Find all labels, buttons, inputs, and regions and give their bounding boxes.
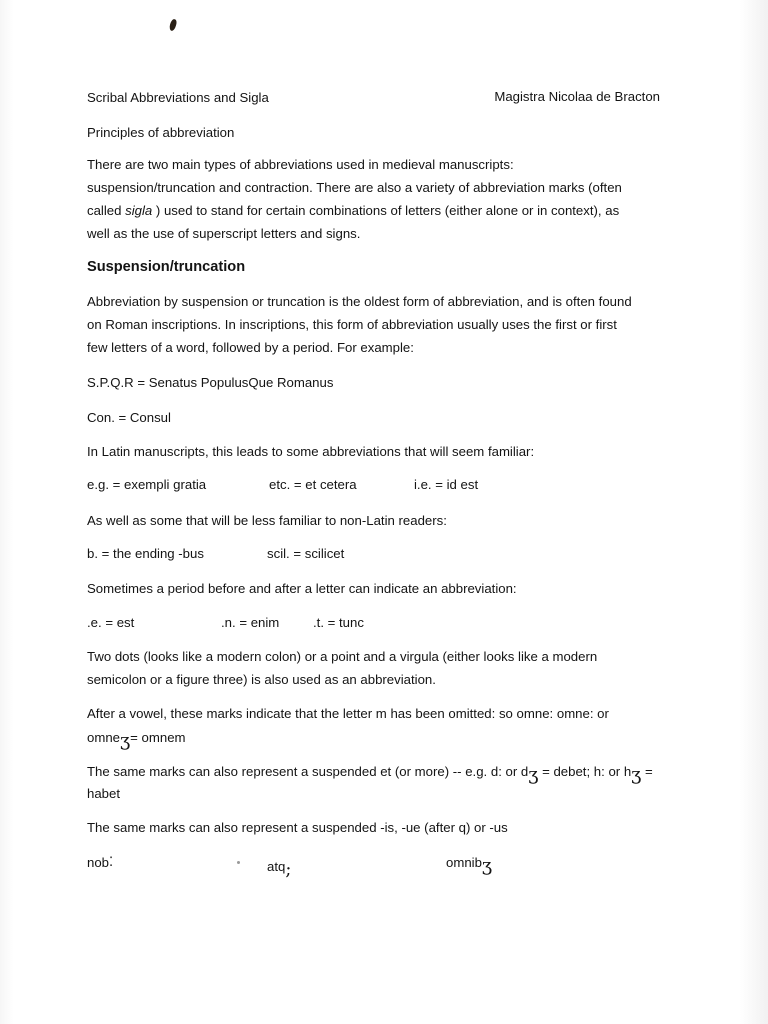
para1-line-2: on Roman inscriptions. In inscriptions, this form of abbreviation usually uses the first or first <box>87 317 617 332</box>
final-example-mark: ; <box>285 859 292 880</box>
intro-line-2: suspension/truncation and contraction. There are also a variety of abbreviation marks (often <box>87 180 622 195</box>
example-con: Con. = Consul <box>87 410 171 425</box>
example-spqr: S.P.Q.R = Senatus PopulusQue Romanus <box>87 375 334 390</box>
final-example <box>446 851 493 876</box>
vowel-line-1: After a vowel, these marks indicate that the letter m has been omitted: so omne: omne: or <box>87 706 609 721</box>
section-heading: Suspension/truncation <box>87 259 246 275</box>
final-example-mark: ⁚ <box>109 855 114 870</box>
et-abbreviation-mark: ʒ <box>528 764 539 785</box>
vowel-abbreviation-mark: ʒ <box>120 730 131 751</box>
familiar-example: i.e. = id est <box>414 477 479 492</box>
period-intro: Sometimes a period before and after a letter can indicate an abbreviation: <box>87 581 517 596</box>
para1-line-3: few letters of a word, followed by a period. For example: <box>87 340 414 355</box>
familiar-example: e.g. = exempli gratia <box>87 477 207 492</box>
intro-line-1: There are two main types of abbreviations used in medieval manuscripts: <box>87 157 514 172</box>
intro-line-3-pre: called <box>87 203 126 218</box>
two-dots-line-1: Two dots (looks like a modern colon) or a point and a virgula (either looks like a modern <box>87 649 598 664</box>
final-example <box>267 855 292 880</box>
ink-speck <box>169 18 178 31</box>
vowel-line-2 <box>87 728 186 751</box>
et-abbreviation-mark: ʒ <box>631 764 642 785</box>
et-line-2: habet <box>87 786 121 801</box>
latin-intro: In Latin manuscripts, this leads to some abbreviations that will seem familiar: <box>87 444 535 459</box>
less-familiar-example: b. = the ending -bus <box>87 546 204 561</box>
et-line-1-post: = <box>641 764 653 779</box>
period-example: .e. = est <box>87 615 135 630</box>
para1-line-1: Abbreviation by suspension or truncation is the oldest form of abbreviation, and is often found <box>87 294 632 309</box>
document-title: Scribal Abbreviations and Sigla <box>87 90 269 105</box>
final-example-base: atq <box>267 859 286 874</box>
period-example: .t. = tunc <box>313 615 364 630</box>
section-subtitle: Principles of abbreviation <box>87 125 235 140</box>
intro-line-3-post: ) used to stand for certain combinations of letters (either alone or in context), as <box>152 203 620 218</box>
intro-line-3 <box>87 202 619 220</box>
familiar-example: etc. = et cetera <box>269 477 357 492</box>
final-example <box>87 855 113 871</box>
less-familiar-intro: As well as some that will be less familiar to non-Latin readers: <box>87 513 447 528</box>
two-dots-line-2: semicolon or a figure three) is also used as an abbreviation. <box>87 672 436 687</box>
final-example-mark: ʒ <box>481 855 493 876</box>
is-line: The same marks can also represent a suspended -is, -ue (after q) or -us <box>87 820 508 835</box>
final-example-base: omnib <box>446 855 482 870</box>
less-familiar-example: scil. = scilicet <box>267 546 345 561</box>
vowel-expansion: = omnem <box>130 730 186 745</box>
document-author: Magistra Nicolaa de Bracton <box>494 89 660 104</box>
vowel-base-word: omne <box>87 730 120 745</box>
et-line-1 <box>87 762 653 785</box>
final-example-base: nob <box>87 855 110 870</box>
period-example: .n. = enim <box>221 615 280 630</box>
intro-sigla-term: sigla <box>125 203 153 218</box>
et-line-1-pre: The same marks can also represent a suspended et (or more) -- e.g. d: or d <box>87 764 529 779</box>
intro-line-4: well as the use of superscript letters and signs. <box>87 226 361 241</box>
scan-artifact-dot <box>237 861 240 864</box>
et-line-1-mid: = debet; h: or h <box>538 764 632 779</box>
